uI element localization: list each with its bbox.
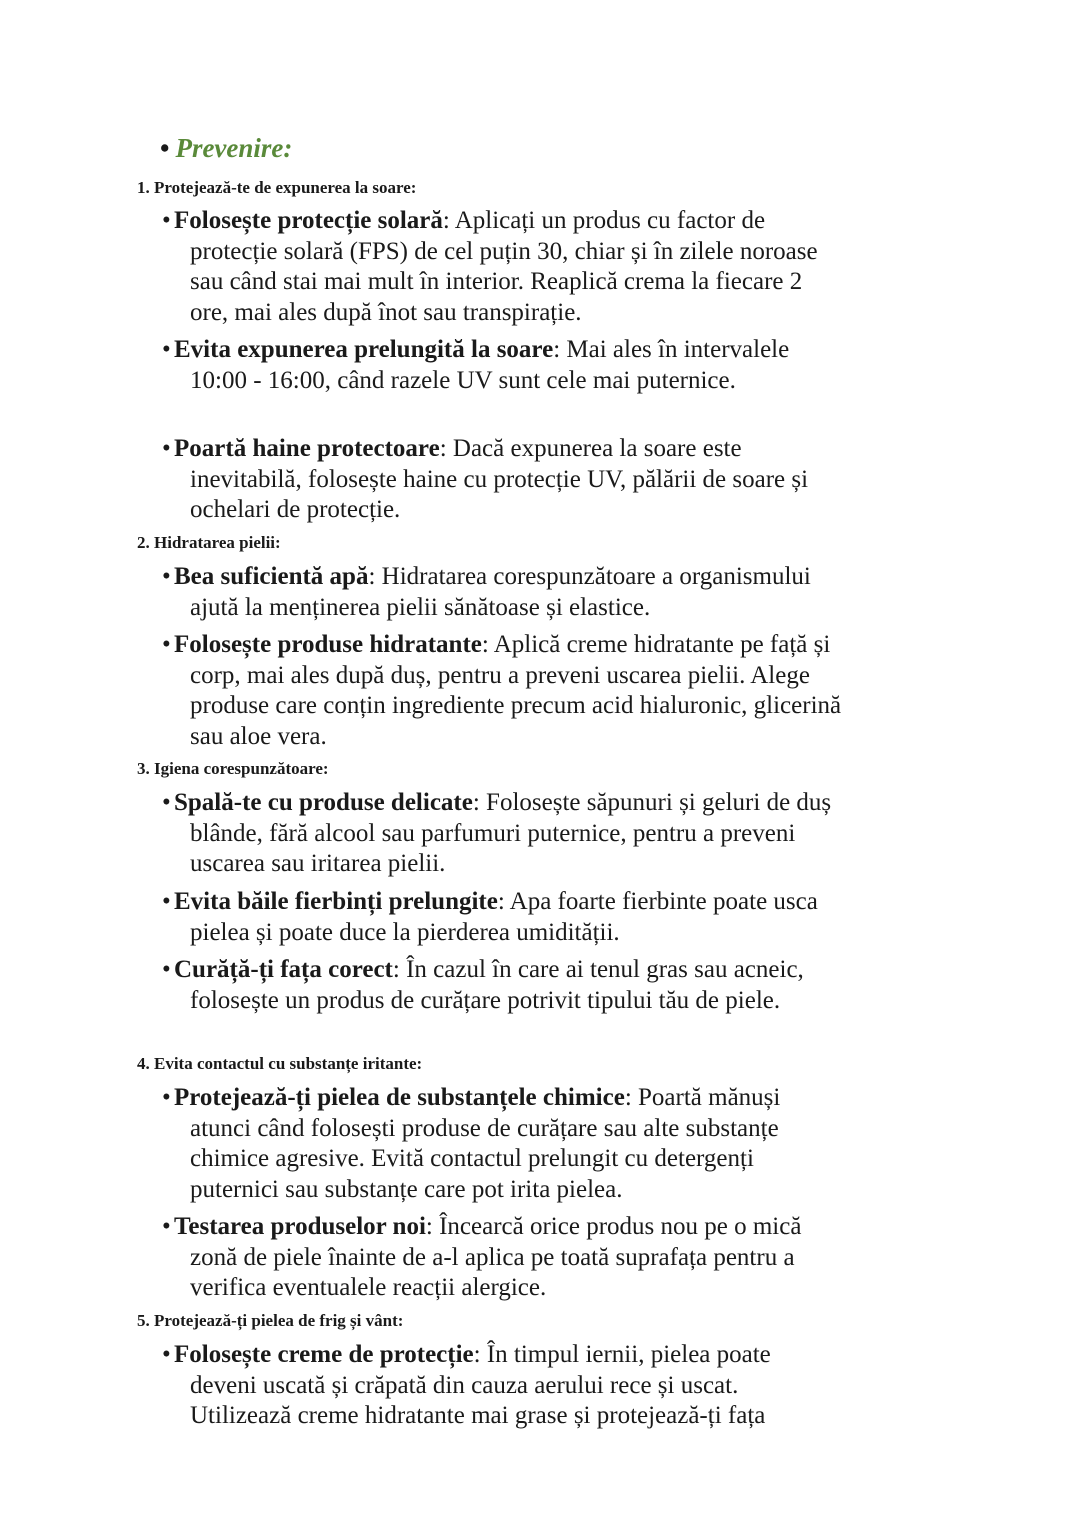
item-text: : Aplică creme hidratante pe față și corp, mai ales după duș, pentru a preveni uscarea pielii. Alege produse care conțin ingrediente precum acid hialuronic, glicerină sau aloe vera. bbox=[190, 631, 842, 750]
section-title: 5. Protejează-ți pielea de frig și vânt: bbox=[137, 1311, 404, 1330]
section-title: 3. Igiena corespunzătoare: bbox=[137, 759, 329, 778]
list-item bbox=[162, 1083, 842, 1205]
item-text: : În timpul iernii, pielea poate deveni uscată și crăpată din cauza aerului rece și uscat. Utilizează creme hidratante mai grase și protejează-ți fața bbox=[190, 1341, 771, 1429]
item-bold-label: Folosește creme de protecție bbox=[174, 1341, 474, 1368]
heading-bullet: • bbox=[160, 133, 170, 163]
section-title: 1. Protejează-te de expunerea la soare: bbox=[137, 178, 417, 197]
item-text: : Dacă expunerea la soare este inevitabilă, folosește haine cu protecție UV, pălării de soare și ochelari de protecție. bbox=[190, 435, 809, 523]
list-item bbox=[162, 788, 842, 880]
bullet-icon: • bbox=[162, 631, 171, 658]
item-bold-label: Folosește produse hidratante bbox=[174, 631, 482, 658]
bullet-icon: • bbox=[162, 563, 171, 590]
item-text: : Încearcă orice produs nou pe o mică zonă de piele înainte de a-l aplica pe toată suprafața pentru a verifica eventualele reacții alergice. bbox=[190, 1213, 802, 1301]
item-text: : Aplicați un produs cu factor de protecție solară (FPS) de cel puțin 30, chiar și în zilele noroase sau când stai mai mult în interior. Reaplică crema la fiecare 2 ore, mai ales după înot sau transpirație. bbox=[190, 207, 818, 326]
bullet-icon: • bbox=[162, 956, 171, 983]
item-bold-label: Bea suficientă apă bbox=[174, 563, 369, 590]
bullet-icon: • bbox=[162, 435, 171, 462]
item-text: : Mai ales în intervalele 10:00 - 16:00, când razele UV sunt cele mai puternice. bbox=[190, 336, 790, 394]
list-item bbox=[162, 955, 842, 1016]
bullet-icon: • bbox=[162, 888, 171, 915]
item-text: : Poartă mănuși atunci când folosești produse de curățare sau alte substanțe chimice agresive. Evită contactul prelungit cu detergenți puternici sau substanțe care pot irita pielea. bbox=[190, 1084, 781, 1203]
list-item bbox=[162, 1340, 842, 1432]
item-bold-label: Testarea produselor noi bbox=[174, 1213, 426, 1240]
list-item bbox=[162, 887, 842, 948]
bullet-icon: • bbox=[162, 1084, 171, 1111]
item-text: : Folosește săpunuri și geluri de duș blânde, fără alcool sau parfumuri puternice, pentru a preveni uscarea sau iritarea pielii. bbox=[190, 789, 832, 877]
list-item bbox=[162, 562, 842, 623]
item-bold-label: Spală-te cu produse delicate bbox=[174, 789, 473, 816]
item-text: : Apa foarte fierbinte poate usca pielea și poate duce la pierderea umidității. bbox=[190, 888, 818, 946]
list-item bbox=[162, 335, 842, 396]
item-bold-label: Evita expunerea prelungită la soare bbox=[174, 336, 554, 363]
item-bold-label: Curăță-ți fața corect bbox=[174, 956, 393, 983]
bullet-icon: • bbox=[162, 207, 171, 234]
bullet-icon: • bbox=[162, 336, 171, 363]
section-title: 2. Hidratarea pielii: bbox=[137, 533, 281, 552]
list-item bbox=[162, 434, 842, 526]
list-item bbox=[162, 206, 842, 328]
item-bold-label: Poartă haine protectoare bbox=[174, 435, 440, 462]
list-item bbox=[162, 1212, 842, 1304]
item-bold-label: Protejează-ți pielea de substanțele chimice bbox=[174, 1084, 625, 1111]
list-item bbox=[162, 630, 842, 752]
bullet-icon: • bbox=[162, 1213, 171, 1240]
bullet-icon: • bbox=[162, 1341, 171, 1368]
item-text: : În cazul în care ai tenul gras sau acneic, folosește un produs de curățare potrivit tipului tău de piele. bbox=[190, 956, 804, 1014]
bullet-icon: • bbox=[162, 789, 171, 816]
section-title: 4. Evita contactul cu substanțe iritante: bbox=[137, 1054, 423, 1073]
item-bold-label: Evita băile fierbinți prelungite bbox=[174, 888, 498, 915]
item-bold-label: Folosește protecție solară bbox=[174, 207, 443, 234]
item-text: : Hidratarea corespunzătoare a organismului ajută la menținerea pielii sănătoase și elastice. bbox=[190, 563, 811, 621]
prevention-heading bbox=[160, 133, 292, 164]
heading-text: Prevenire: bbox=[175, 133, 293, 163]
